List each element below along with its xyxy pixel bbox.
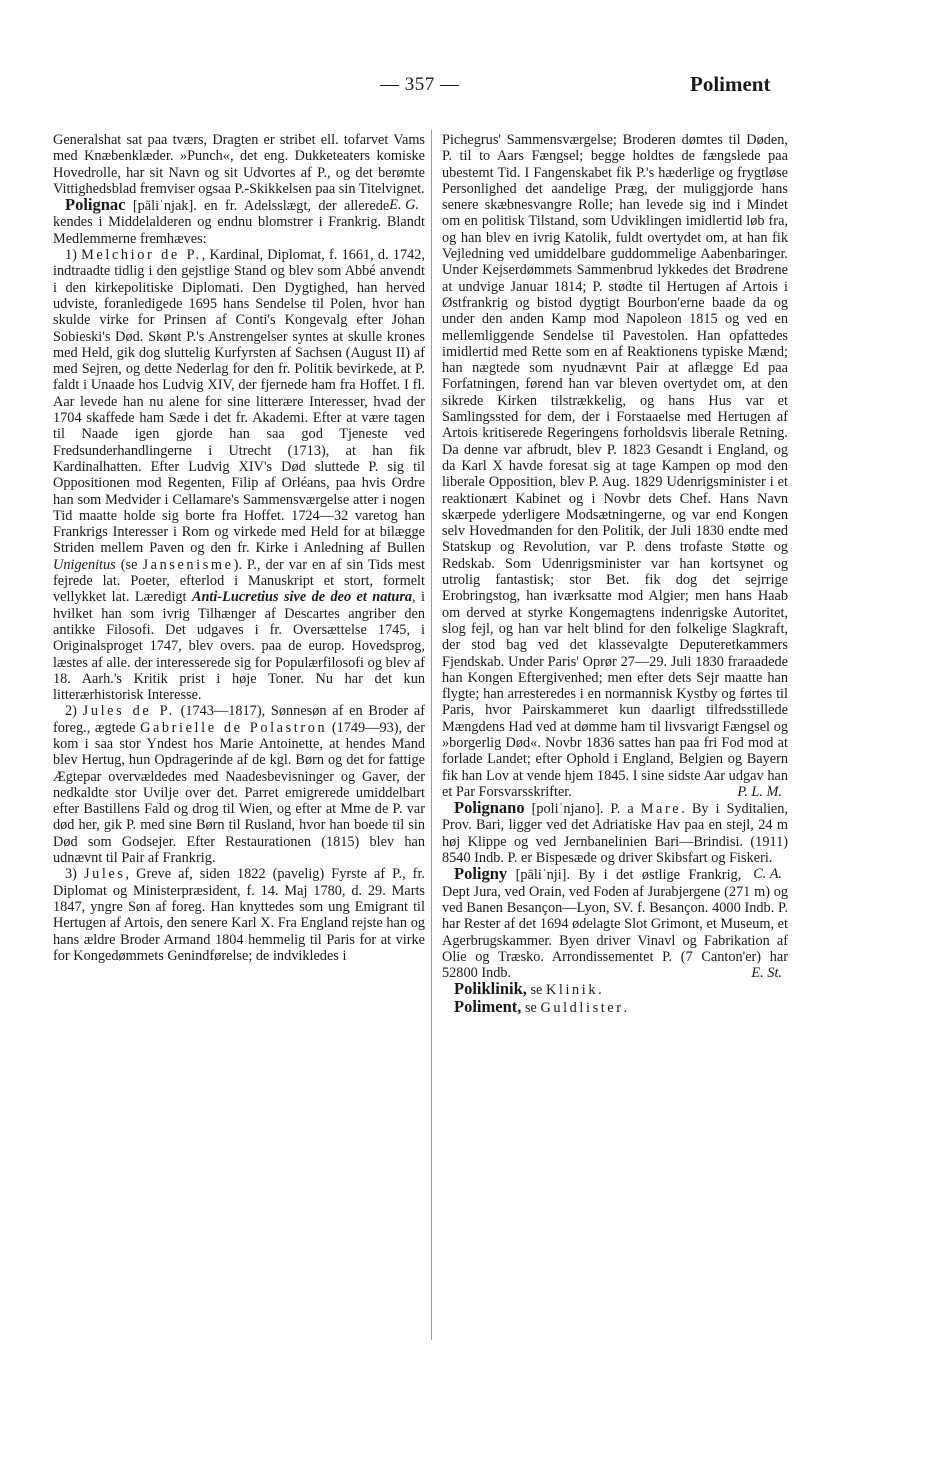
place-name: Mare	[640, 801, 682, 818]
subentry-number: 3)	[65, 866, 84, 883]
person-name: Jules de P.	[82, 703, 175, 720]
column-divider	[431, 130, 432, 1340]
subentry-number: 2)	[65, 703, 83, 720]
author-signature: E. G.	[389, 197, 419, 214]
entry-polignac	[53, 197, 425, 247]
entry-poligny	[442, 866, 788, 981]
headword: Poliklinik,	[454, 979, 527, 999]
entry-text: , i hvilket han som ivrig Tilhænger af Descartes angriber den antikke Filosofi. Det udgaves i fr. Oversættelse 1745, i Originalsproget 1747, blev overs. paa de europ. Hovedsprog, læstes af alle. der interesserede sig for Populærfilosofi og blev af 18. Aarh.'s Kritik prist i høje Toner. Nu har det kun litterærhistorisk Interesse.	[53, 589, 425, 704]
entry-text: Generalshat sat paa tværs, Dragten er stribet ell. tofarvet Vams med Knæbenklæder. »Punch«, det eng. Dukketeaters komiske Hovedrolle, har sit Navn og sit Udvortes af P., og det berømte Vittighedsblad fremviser ogsaa P.-Skikkelsen paa sin Titelvignet.	[53, 132, 425, 197]
headword: Polignac	[65, 195, 126, 215]
subentry-melchior	[53, 247, 425, 703]
italic-title: Unigenitus	[53, 556, 116, 573]
left-column	[53, 132, 425, 964]
subentry-jules-2	[53, 866, 425, 964]
headword: Poliment,	[454, 996, 522, 1016]
entry-text: (1743—1817), Sønnesøn af en Broder af foreg., ægtede	[53, 703, 425, 736]
italic-title: Anti-Lucretius sive de deo et natura	[191, 589, 413, 606]
entry-text: . By i Syditalien, Prov. Bari, ligger ved det Adriatiske Hav paa en stejl, 24 m høj Klippe og ved Jernbanelinien Bari—Brindisi. (1911) 8540 Indb. P. er Bispesæde og driver Skibsfart og Fiskeri.	[442, 801, 788, 867]
person-name: Gabrielle de Polastron	[140, 719, 328, 736]
entry-text: , Greve af, siden 1822 (pavelig) Fyrste af P., fr. Diplomat og Ministerpræsident, f. 14. Maj 1780, d. 29. Marts 1847, yngre Søn af foreg. Han knyttedes som ung Emigrant til Hertugen af Artois, den senere Karl X. Fra England rejste han og hans ældre Broder Armand 1804 hemmelig til Paris for at virke for Kongedømmets Genindførelse; de indvikledes i	[53, 866, 425, 964]
entry-text: ). P., der var en af sin Tids mest fejrede lat. Poeter, efterlod i Manuskript et stort, formelt vellykket lat. Læredigt	[53, 556, 425, 606]
subentry-jules-2-continuation	[442, 132, 788, 800]
entry-text: Pichegrus' Sammensværgelse; Broderen dømtes til Døden, P. til to Aars Fængsel; begge holdtes de fængslede paa ubestemt Tid. I Fangenskabet fik P.'s hæderlige og frygtløse Personlighed det aandelige Præg, der muliggjorde hans senere skæbnesvangre Rolle; han levede sig ind i Mindet om en politisk Tilstand, som Udviklingen imidlertid løb fra, og han blev en ivrig Katolik, fuldt overtydet om, at han fik Vejledning ved umiddelbare guddommelige Aabenbaringer. Under Kejserdømmets Sammenbrud lykkedes det Brødrene at undvige Januar 1814; P. stødte til Hertugen af Artois i Østfrankrig og bistod dygtigt Bourbon'erne baade da og under den anden Kamp mod Napoleon 1815 og ved en mellemliggende Sendelse til Pavestolen. Han opfattedes imidlertid med Rette som en af Reaktionens typiske Mænd; han nægtede som nyudnævnt Pair at aflægge Ed paa Forfatningen, førend han var bleven overtydet om, at den sikrede Kirken tilstrækkelig, og hans Hus var et Samlingssted for dem, der i Forstaaelse med Hertugen af Artois kritiserede Regeringens forholdsvis liberale Retning. Da denne var afbrudt, blev P. 1823 Gesandt i England, og da Karl X havde foresat sig at tage Kampen op mod den liberale Opposition, blev P. Aug. 1829 Udenrigsminister i et reaktionært Kabinet og i Novbr dets Chef. Hans Navn skærpede yderligere Modsætningerne, og var end Kongen selv Hovedmanden for den Politik, der Juli 1830 endte med Statskup og Revolution, var P. dens trofaste Støtte og Redskab. Som Udenrigsminister var han kortsynet og utrolig fantastisk; stor Bet. fik dog det sejrrige Erobringstog, han iværksatte mod Algier; men hans Haab om derved at styrke Kongemagtens indenrigske Autoritet, slog fejl, og han var helt blind for den folkelige Slagkraft, der stod bag ved det klassevalgte Deputeretkammers Fjendskab. Under Paris' Oprør 27—29. Juli 1830 fraraadede han Kongen Eftergivenhed; men efter dets Sejr maatte han flygte; han arresteredes i en normannisk Kystby og førtes til Paris, hvor Pairskammeret kun daarligt tilfredsstillede Mængdens Had ved at dømme ham til livsvarigt Fængsel og »borgerlig Død«. Novbr 1836 sattes han paa fri Fod mod at forlade Landet; efter Ophold i England, Belgien og Bayern fik han Lov at vende hjem 1845. I sine sidste Aar udgav han et Par Forsvarsskrifter.	[442, 132, 788, 800]
author-signature: P. L. M.	[737, 783, 782, 800]
entry-text: [pāliˈnji]. By i det østlige Frankrig, Dept Jura, ved Orain, ved Foden af Jurabjergene (271 m) og ved Banen Besançon—Lyon, SV. f. Besançon. 4000 Indb. P. har Rester af det 1694 ødelagte Slot Grimont, et Museum, et Agerbrugskammer. Byen driver Vinavl og Fabrikation af Olie og Træsko. Arrondissementet P. (7 Canton'er) har 52800 Indb.	[442, 867, 788, 982]
right-column	[442, 132, 788, 1016]
entry-text: (se	[115, 556, 143, 573]
cross-reference: Guldlister	[540, 999, 624, 1016]
page-number: — 357 —	[380, 74, 460, 95]
author-signature: C. A.	[753, 866, 782, 883]
entry-text: se	[521, 999, 541, 1016]
person-name: Melchior de P.	[81, 247, 202, 264]
entry-poliment: Poliment, se Guldlister.	[454, 996, 628, 1016]
subentry-number: 1)	[65, 247, 82, 264]
entry-text: [poliˈnjano]. P. a	[524, 801, 641, 818]
entry-text: , Kardinal, Diplomat, f. 1661, d. 1742, indtraadte tidlig i den gejstlige Stand og blev som Abbé anvendt i den kirkepolitiske Diplomati. Den Dygtighed, han herved udviste, foranledigede 1695 hans Sendelse til Polen, hvor han skulde virke for Prinsen af Conti's Kongevalg efter Johan Sobieski's Død. Skønt P.'s Anstrengelser syntes at skulle krones med Held, gik dog sluttelig Kurfyrsten af Sachsen (August II) af med Sejren, og dette Nederlag for den fr. Politik bevirkede, at P. faldt i Unaade hos Ludvig XIV, der fjernede ham fra Hoffet. I fl. Aar levede han nu alene for sine litterære Interesser, hvad der 1704 skaffede ham Sæde i det fr. Akademi. Efter at være tagen til Naade igen gjorde han saa god Tjeneste ved Fredsunderhandlingerne i Utrecht (1713), at han fik Kardinalhatten. Efter Ludvig XIV's Død sluttede P. sig til Oppositionen mod Regenten, Filip af Orléans, paa hvis Ordre han som Medvider i Cellamare's Sammensværgelse atter i nogen Tid maatte holde sig borte fra Hoffet. 1724—32 varetog han Frankrigs Interesser i Rom og virkede med Held for at bilægge Striden mellem Paven og den fr. Kirke i Anledning af Bullen	[53, 247, 426, 557]
cross-reference: Jansenisme	[142, 556, 234, 573]
running-head: Poliment	[690, 72, 771, 96]
author-signature: E. St.	[751, 965, 782, 982]
subentry-jules-1	[53, 703, 425, 866]
headword: Poligny	[454, 864, 508, 884]
headword: Polignano	[454, 798, 525, 818]
entry-text: [pāliˈnjak]. en fr. Adelsslægt, der allerede kendes i Middelalderen og endnu blomstrer i Frankrig. Blandt Medlemmerne fremhæves:	[53, 198, 425, 247]
cross-reference: Klinik	[545, 982, 599, 999]
entry-poliklinik: Poliklinik, se Klinik.	[454, 979, 602, 999]
person-name: Jules	[83, 866, 126, 883]
page-header	[0, 72, 928, 102]
entry-text: se	[526, 982, 546, 999]
entry-text: (1749—93), der kom i saa stor Yndest hos Marie Antoinette, at hendes Mand blev Hertug, hun Opdragerinde af de kgl. Børn og det for fattige Ægtepar overvældedes med Naadesbevisninger og Gaver, der nedkaldte stor Uvilje over det. Parret emigrerede umiddelbart efter Bastillens Fald og drog til Wien, og efter at Mme de P. var død her, gik P. med sine Børn til Rusland, hvor han boede til sin Død som Godsejer. Efter Restaurationen (1815) blev han udnævnt til Pair af Frankrig.	[53, 719, 425, 867]
